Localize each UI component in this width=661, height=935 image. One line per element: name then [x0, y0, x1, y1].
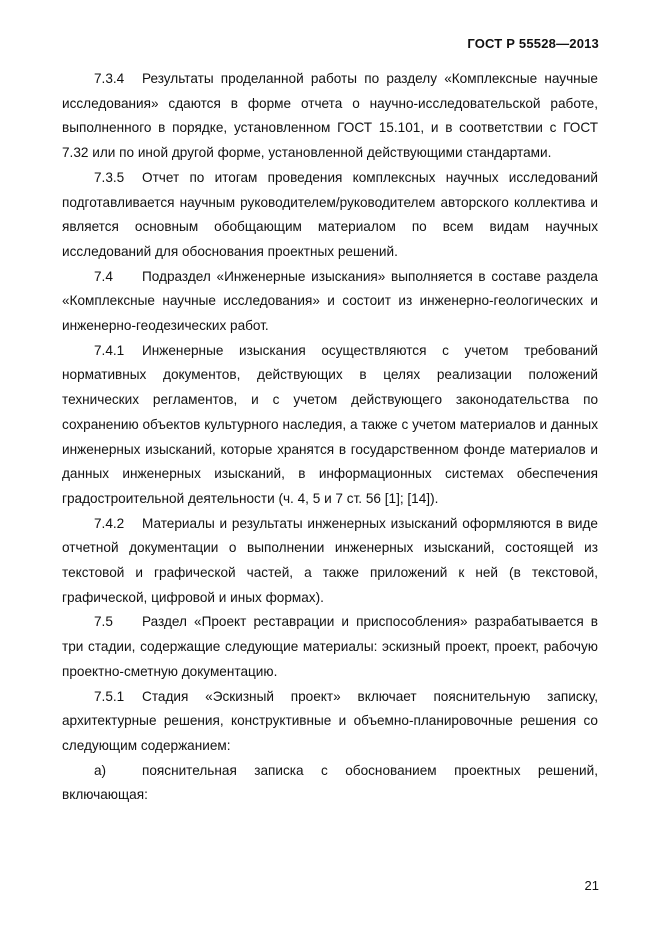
paragraph-text: Стадия «Эскизный проект» включает пояснительную записку, архитектурные решения, конструктивные и объемно-планировочные решения со следующим содержанием:: [62, 688, 598, 753]
page-number: 21: [584, 878, 599, 893]
paragraph-7-5-1: [62, 685, 598, 759]
paragraph-7-4: [62, 265, 598, 339]
paragraph-number: 7.3.4: [94, 71, 125, 86]
paragraph-text: Материалы и результаты инженерных изысканий оформляются в виде отчетной документации о выполнении инженерных изысканий, состоящей из текстовой и графической частей, а также приложений к ней (в текстовой, графической, цифровой и иных формах).: [62, 515, 598, 605]
paragraph-number: 7.5.1: [94, 688, 125, 704]
paragraph-text: Подраздел «Инженерные изыскания» выполняется в составе раздела «Комплексные научные исследования» и состоит из инженерно-геологических и инженерно-геодезических работ.: [62, 268, 598, 334]
paragraph-number: 7.5: [94, 614, 113, 630]
paragraph-number: 7.4.1: [94, 342, 125, 358]
paragraph-7-5: [62, 610, 598, 684]
paragraph-7-3-4: [62, 67, 598, 166]
paragraph-text: Раздел «Проект реставрации и приспособления» разрабатывается в три стадии, содержащие следующие материалы: эскизный проект, проект, рабочую проектно-сметную документацию.: [62, 614, 598, 679]
paragraph-7-4-1: [62, 339, 598, 512]
paragraph-7-4-2: [62, 512, 598, 611]
list-item-text: пояснительная записка с обоснованием проектных решений, включающая:: [62, 762, 598, 803]
paragraph-number: 7.4: [94, 268, 113, 284]
paragraph-number: 7.3.5: [94, 169, 125, 185]
paragraph-7-3-5: [62, 166, 598, 265]
standard-code-header: ГОСТ Р 55528—2013: [467, 36, 599, 51]
paragraph-text: Результаты проделанной работы по разделу «Комплексные научные исследования» сдаются в форме отчета о научно-исследовательской работе, выполненного в порядке, установленном ГОСТ 15.101, и в соответствии с ГОСТ 7.32 или по иной другой форме, установленной действующими стандартами.: [62, 71, 598, 161]
paragraph-text: Отчет по итогам проведения комплексных научных исследований подготавливается научным руководителем/руководителем авторского коллектива и является основным обобщающим материалом по всем видам научных исследований для обоснования проектных решений.: [62, 169, 598, 259]
list-item-marker: а): [94, 762, 107, 778]
paragraph-number: 7.4.2: [94, 515, 125, 531]
document-body: [62, 67, 598, 808]
paragraph-text: Инженерные изыскания осуществляются с учетом требований нормативных документов, действующих в целях реализации положений технических регламентов, и с учетом действующего законодательства по сохранению объектов культурного наследия, а также с учетом материалов и данных инженерных изысканий, которые хранятся в государственном фонде материалов и данных инженерных изысканий, в информационных системах обеспечения градостроительной деятельности (ч. 4, 5 и 7 ст. 56 [1]; [14]).: [62, 342, 598, 506]
list-item-a: [62, 759, 598, 808]
